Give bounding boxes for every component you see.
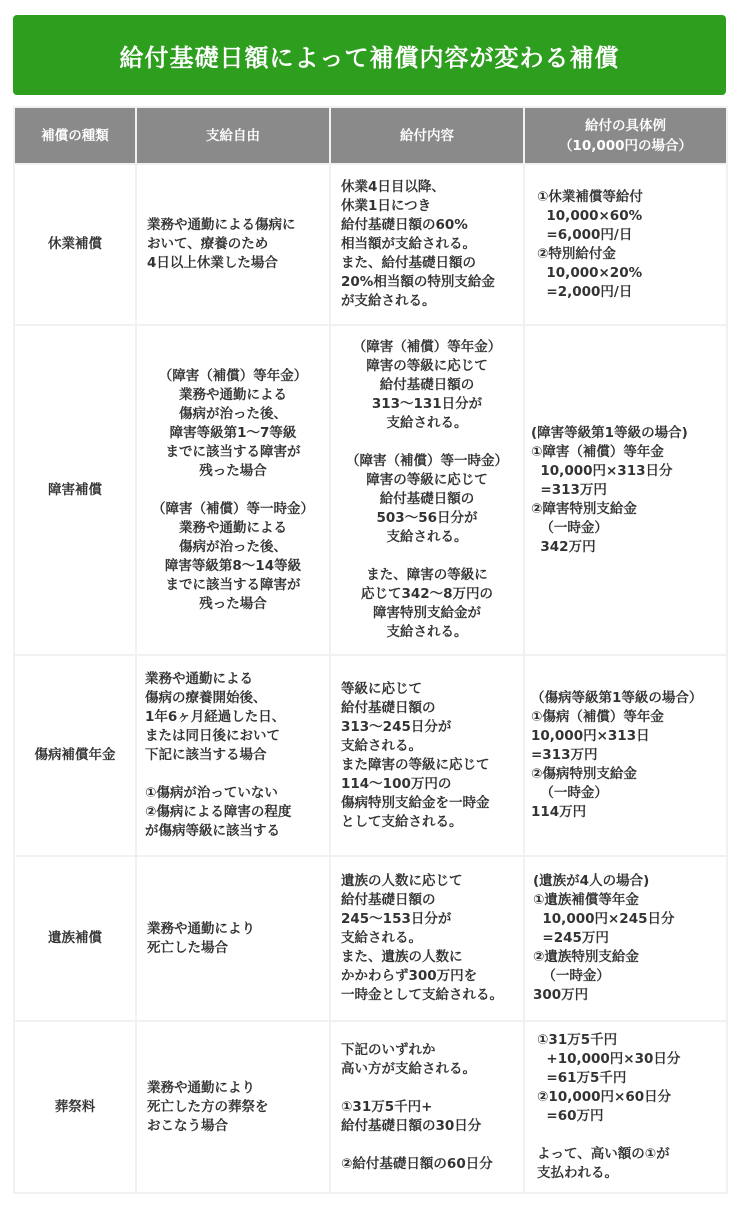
table-row (15, 656, 726, 855)
header-example: 給付の具体例 （10,000円の場合） (525, 108, 726, 163)
header-type: 補償の種類 (15, 108, 135, 163)
cell-type: 休業補償 (15, 165, 135, 324)
header-content: 給付内容 (331, 108, 523, 163)
header-reason: 支給自由 (137, 108, 329, 163)
cell-reason: （障害（補償）等年金） 業務や通勤による 傷病が治った後、 障害等級第1～7等級 までに該当する障害が 残った場合 （障害（補償）等一時金） 業務や通勤による 傷病が治った後、 障害等級第8～14等級 までに該当する障害が 残った場合 (137, 326, 329, 654)
cell-example: (障害等級第1等級の場合) ①障害（補償）等年金 10,000円×313日分 =313万円 ②障害特別支給金 （一時金） 342万円 (525, 326, 726, 654)
cell-type: 傷病補償年金 (15, 656, 135, 855)
table-row (15, 857, 726, 1020)
cell-example: ①31万5千円 +10,000円×30日分 =61万5千円 ②10,000円×60日分 =60万円 よって、高い額の①が 支払われる。 (525, 1022, 726, 1192)
cell-content: 休業4日目以降、 休業1日につき 給付基礎日額の60% 相当額が支給される。 また、給付基礎日額の 20%相当額の特別支給金 が支給される。 (331, 165, 523, 324)
cell-content: 等級に応じて 給付基礎日額の 313～245日分が 支給される。 また障害の等級に応じて 114～100万円の 傷病特別支給金を一時金 として支給される。 (331, 656, 523, 855)
table-row (15, 165, 726, 324)
cell-reason: 業務や通勤による 傷病の療養開始後、 1年6ヶ月経過した日、 または同日後において 下記に該当する場合 ①傷病が治っていない ②傷病による障害の程度 が傷病等級に該当する (137, 656, 329, 855)
cell-content: 遺族の人数に応じて 給付基礎日額の 245～153日分が 支給される。 また、遺族の人数に かかわらず300万円を 一時金として支給される。 (331, 857, 523, 1020)
page-title: 給付基礎日額によって補償内容が変わる補償 (119, 43, 620, 72)
cell-reason: 業務や通勤により 死亡した場合 (137, 857, 329, 1020)
cell-example: (遺族が4人の場合) ①遺族補償等年金 10,000円×245日分 =245万円 ②遺族特別支給金 （一時金） 300万円 (525, 857, 726, 1020)
cell-example: ①休業補償等給付 10,000×60% =6,000円/日 ②特別給付金 10,000×20% =2,000円/日 (525, 165, 726, 324)
table-row (15, 326, 726, 654)
cell-content: 下記のいずれか 高い方が支給される。 ①31万5千円+ 給付基礎日額の30日分 ②給付基礎日額の60日分 (331, 1022, 523, 1192)
cell-type: 障害補償 (15, 326, 135, 654)
table-row (15, 1022, 726, 1192)
cell-reason: 業務や通勤により 死亡した方の葬祭を おこなう場合 (137, 1022, 329, 1192)
cell-type: 遺族補償 (15, 857, 135, 1020)
title-banner (13, 15, 726, 95)
cell-example: （傷病等級第1等級の場合） ①傷病（補償）等年金 10,000円×313日 =313万円 ②傷病特別支給金 （一時金） 114万円 (525, 656, 726, 855)
table-header-row (15, 108, 726, 163)
cell-content: （障害（補償）等年金） 障害の等級に応じて 給付基礎日額の 313～131日分が 支給される。 （障害（補償）等一時金） 障害の等級に応じて 給付基礎日額の 503～56日分が 支給される。 また、障害の等級に 応じて342～8万円の 障害特別支給金が 支給される。 (331, 326, 523, 654)
compensation-table (13, 106, 728, 1194)
cell-reason: 業務や通勤による傷病に おいて、療養のため 4日以上休業した場合 (137, 165, 329, 324)
cell-type: 葬祭料 (15, 1022, 135, 1192)
